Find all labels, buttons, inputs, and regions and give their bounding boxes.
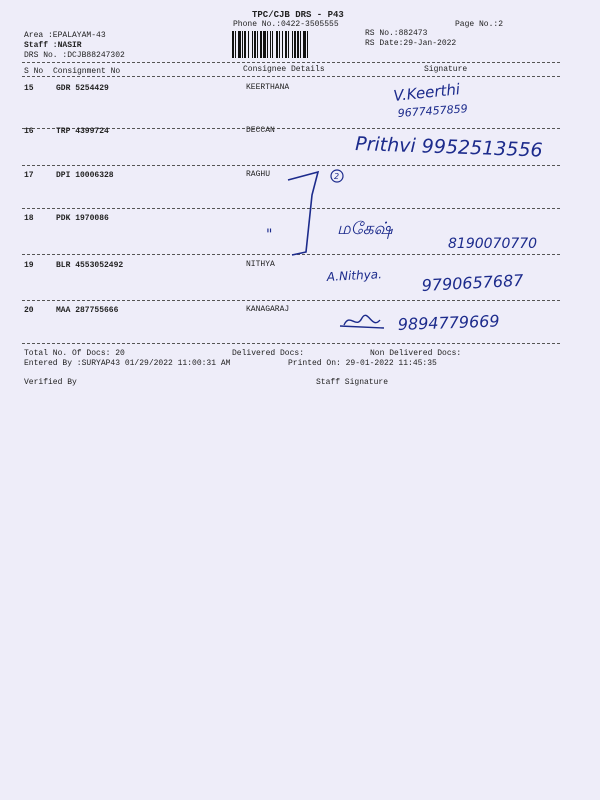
rs-date: RS Date:29-Jan-2022 [365, 39, 457, 48]
col-sno: S No [24, 67, 44, 76]
signature-18-ditto: " [266, 227, 273, 243]
total-docs: Total No. Of Docs: 20 [24, 349, 125, 358]
row-consignee: KANAGARAJ [246, 305, 290, 314]
row-consignee: KEERTHANA [246, 83, 290, 92]
row-consignee: RAGHU [246, 170, 271, 179]
signature-15-name: V.Keerthi [392, 80, 461, 105]
delivered-docs: Delivered Docs: [232, 349, 305, 358]
row-consignment: BLR 4553052492 [56, 261, 124, 270]
verified-by: Verified By [24, 378, 77, 387]
col-consignment: Consignment No [53, 67, 121, 76]
entered-by: Entered By :SURYAP43 01/29/2022 11:00:31 AM [24, 359, 231, 368]
row-sno: 15 [24, 84, 34, 93]
non-delivered-docs: Non Delivered Docs: [370, 349, 462, 358]
row-sno: 17 [24, 171, 34, 180]
signature-19-name: A.Nithya. [326, 267, 383, 284]
row-sno: 18 [24, 214, 34, 223]
bracket-mark [288, 172, 318, 255]
phone-number: Phone No.:0422-3505555 [233, 20, 339, 29]
signature-16: Prithvi 9952513556 [354, 133, 543, 162]
row-sno: 20 [24, 306, 34, 315]
col-consignee: Consignee Details [243, 65, 325, 74]
area-label: Area :EPALAYAM-43 [24, 31, 106, 40]
rs-number: RS No.:882473 [365, 29, 428, 38]
document-title: TPC/CJB DRS - P43 [252, 10, 344, 20]
row-sno: 16 [24, 127, 34, 136]
row-consignee: NITHYA [246, 260, 275, 269]
col-signature: Signature [424, 65, 468, 74]
signatures-layer [0, 0, 600, 360]
signature-18-phone: 8190070770 [448, 236, 538, 252]
row-consignment: MAA 287755666 [56, 306, 119, 315]
signature-19-phone: 9790657687 [421, 270, 524, 295]
printed-on: Printed On: 29-01-2022 11:45:35 [288, 359, 437, 368]
row-consignment: PDK 1970086 [56, 214, 109, 223]
signature-20-phone: 9894779669 [397, 311, 500, 334]
staff-signature: Staff Signature [316, 378, 389, 387]
staff-label: Staff :NASIR [24, 41, 82, 50]
signature-20-scribble [340, 315, 384, 328]
signature-18-name: மகேஷ் [337, 219, 393, 239]
row-sno: 19 [24, 261, 34, 270]
row-consignment: TRP 4399724 [56, 127, 109, 136]
signature-17-mark: 2 [334, 172, 340, 181]
row-consignee: DECCAN [246, 126, 275, 135]
row-consignment: GDR 5254429 [56, 84, 109, 93]
drs-number: DRS No. :DCJB88247302 [24, 51, 125, 60]
signature-15-phone: 9677457859 [397, 102, 469, 120]
page-number: Page No.:2 [455, 20, 504, 29]
row-consignment: DPI 10006328 [56, 171, 114, 180]
